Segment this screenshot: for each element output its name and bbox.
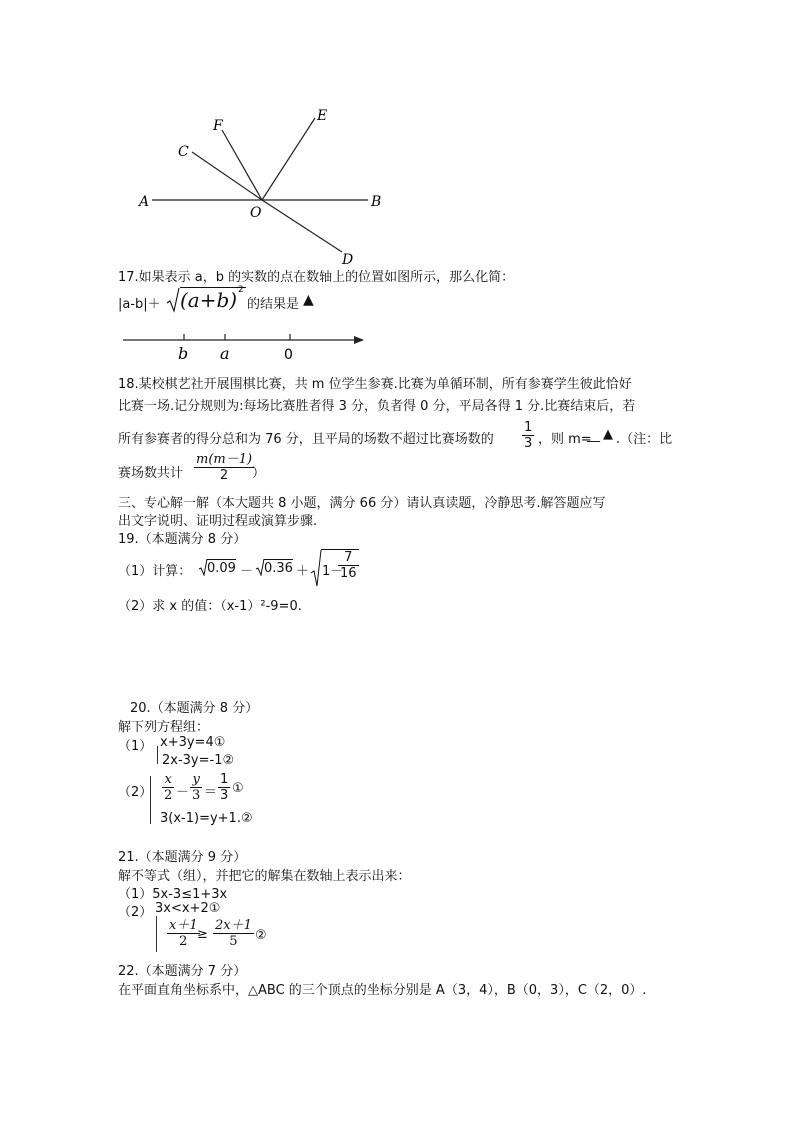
q21-part1: （1）5x-3≤1+3x (118, 887, 228, 902)
q21-circ2: ② (255, 928, 267, 943)
q17-line1: 17.如果表示 a，b 的实数的点在数轴上的位置如图所示，那么化简： (118, 270, 515, 285)
q22-header: 22.（本题满分 7 分） (118, 964, 247, 979)
ray-OC (192, 152, 262, 200)
label-a: a (220, 344, 230, 363)
q17-mark: ▲ (303, 292, 314, 308)
q21-frac1 (167, 918, 200, 949)
q20-frac2 (190, 772, 202, 803)
q18-line3c: .（注：比 (616, 432, 673, 447)
q19-den: 16 (340, 566, 357, 581)
q20-minus: － (176, 785, 190, 800)
q20-p1-eq2: 2x-3y=-1② (162, 753, 235, 768)
q20-equals: ＝ (204, 785, 218, 800)
q21-frac2 (213, 918, 254, 949)
q21-geq: ≥ (197, 927, 208, 942)
q21-p2-label: （2） (118, 905, 153, 920)
q19-fraction (338, 550, 359, 581)
q18-fraction (522, 420, 534, 451)
q21-f2-den: 5 (229, 934, 238, 949)
q17-exponent: 2 (238, 285, 244, 295)
label-C: C (178, 144, 189, 160)
q17-number-line (118, 325, 368, 365)
q17-abs: |a-b|＋ (118, 297, 161, 312)
q17-sqrt-sign (166, 287, 180, 313)
q20-p2-label: （2） (118, 785, 153, 800)
q20-p1-eq1: x+3y=4① (160, 735, 226, 750)
label-b: b (178, 344, 189, 363)
q18-frac-num: 1 (524, 420, 533, 435)
ray-OE (262, 118, 315, 200)
label-F: F (213, 118, 223, 134)
q19-minus: － (240, 564, 254, 579)
q20-f2-num: y (190, 772, 202, 788)
q20-f1-num: x (162, 772, 174, 788)
q17-sqrt-content: (a+b) (180, 288, 238, 312)
q21-p2-ineq1: 3x<x+2① (155, 901, 221, 916)
ray-OD (262, 200, 342, 252)
q17-tail: 的结果是 (247, 297, 300, 312)
q18-mark: ▲ (603, 427, 613, 442)
label-A: A (139, 194, 150, 210)
q20-p1-label: （1） (118, 739, 153, 754)
label-zero: 0 (284, 347, 293, 363)
label-D: D (342, 252, 354, 268)
q19-header: 19.（本题满分 8 分） (118, 532, 247, 547)
q19-part2: （2）求 x 的值：（x-1）²-9=0. (118, 599, 302, 614)
label-E: E (317, 108, 328, 124)
q18-line3a: 所有参赛者的得分总和为 76 分，且平局的场数不超过比赛场数的 (118, 432, 494, 447)
q21-f1-num: x＋1 (169, 918, 198, 933)
q19-part1 (118, 548, 378, 588)
q19-sqrt3-pre: 1－ (322, 564, 344, 579)
angle-figure (130, 100, 390, 270)
q18-line2: 比赛一场.记分规则为:每场比赛胜者得 3 分，负者得 0 分，平局各得 1 分.比赛结束后，若 (118, 399, 636, 414)
q20-p2-eq2: 3(x-1)=y+1.② (160, 811, 253, 826)
q21-p2-brace (156, 916, 157, 952)
section3-line1: 三、专心解一解（本大题共 8 小题，满分 66 分）请认真读题，冷静思考.解答题应写 (118, 496, 606, 511)
q18-line4b: ） (252, 466, 266, 481)
q21-f1-den: 2 (179, 934, 188, 949)
q20-f1-den: 2 (164, 788, 173, 803)
q18-line4a: 赛场数共计 (118, 466, 184, 481)
q18-line3b: ，则 m= (538, 432, 592, 447)
label-B: B (371, 194, 382, 210)
q20-header: 20.（本题满分 8 分） (130, 701, 259, 716)
section3-line2: 出文字说明、证明过程或演算步骤. (118, 514, 318, 529)
sqrt-icon (310, 549, 322, 587)
q19-sqrt1: 0.09 (207, 561, 236, 576)
q20-intro: 解下列方程组： (118, 720, 210, 735)
q19-sqrt2: 0.36 (264, 561, 293, 576)
ray-OF (222, 130, 262, 200)
q20-f3-num: 1 (220, 772, 229, 787)
q18-blank: __ (587, 428, 600, 443)
q20-f2-den: 3 (192, 788, 201, 803)
label-O: O (250, 205, 262, 221)
q19-num: 7 (338, 550, 359, 566)
q18-line1: 18.某校棋艺社开展围棋比赛，共 m 位学生参赛.比赛为单循环制，所有参赛学生彼此恰好 (118, 377, 632, 392)
q19-p1-label: （1）计算： (118, 564, 192, 579)
arrow-icon (354, 336, 364, 344)
q22-line1: 在平面直角坐标系中，△ABC 的三个顶点的坐标分别是 A（3，4），B（0，3），C（2，0）. (118, 983, 647, 998)
q18-formula-den: 2 (219, 468, 229, 483)
q18-formula (194, 452, 254, 483)
q21-f2-num: 2x＋1 (215, 918, 252, 933)
q20-p1-brace (157, 746, 158, 764)
q18-formula-num: m(m－1) (196, 452, 253, 467)
q20-p2-brace (150, 776, 151, 824)
q21-header: 21.（本题满分 9 分） (118, 850, 247, 865)
q20-frac3 (218, 772, 230, 803)
q19-plus: ＋ (296, 564, 310, 579)
q20-circ1: ① (232, 781, 244, 796)
q20-frac1 (162, 772, 174, 803)
q20-f3-den: 3 (220, 788, 229, 803)
q18-frac-den: 3 (524, 436, 533, 451)
q21-intro: 解不等式（组），并把它的解集在数轴上表示出来： (118, 869, 411, 884)
